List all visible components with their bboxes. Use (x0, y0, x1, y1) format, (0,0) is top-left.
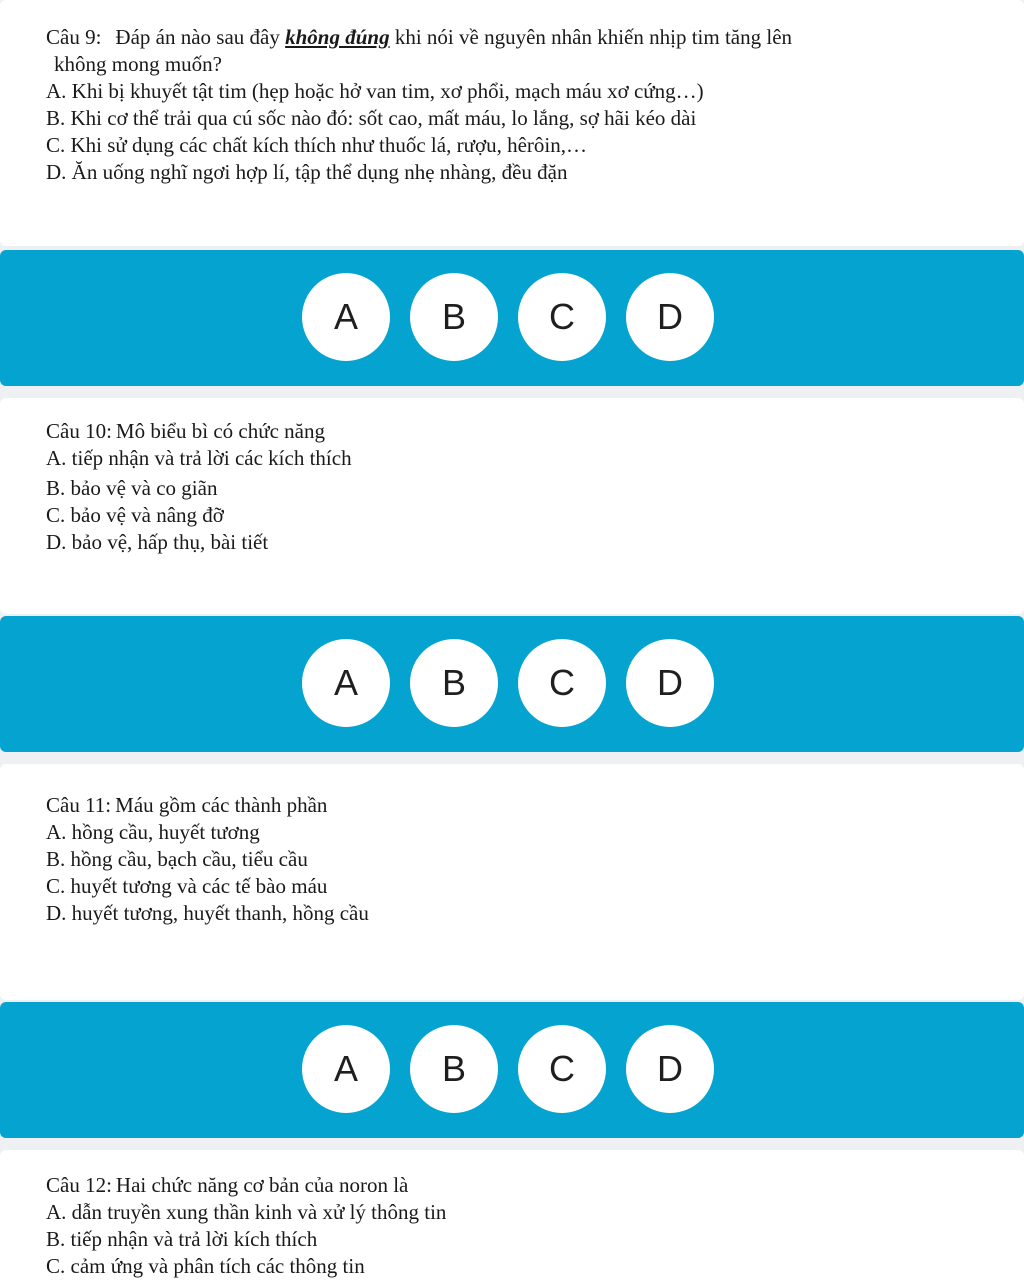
question-stem: Câu 12: Hai chức năng cơ bản của noron là (46, 1173, 409, 1197)
answer-choices (302, 639, 714, 727)
question-text-11 (46, 792, 984, 927)
question-stem: Câu 11: Máu gồm các thành phần (46, 793, 328, 817)
answer-button-d[interactable]: D (626, 1025, 714, 1113)
question-stem-continued: không mong muốn? (54, 52, 222, 76)
option-d-text: D. huyết tương, huyết thanh, hồng cầu (46, 901, 369, 925)
question-card-12 (0, 1150, 1024, 1280)
option-c-text: C. cảm ứng và phân tích các thông tin (46, 1254, 365, 1278)
answer-button-b[interactable]: B (410, 273, 498, 361)
question-stem: Câu 10: Mô biểu bì có chức năng (46, 419, 325, 443)
option-a-text: A. tiếp nhận và trả lời các kích thích (46, 446, 352, 470)
question-card-10 (0, 398, 1024, 614)
option-d-text: D. bảo vệ, hấp thụ, bài tiết (46, 530, 269, 554)
option-d-text: D. Ăn uống nghĩ ngơi hợp lí, tập thể dụng nhẹ nhàng, đều đặn (46, 160, 568, 184)
option-b-text: B. Khi cơ thể trải qua cú sốc nào đó: sốt cao, mất máu, lo lắng, sợ hãi kéo dài (46, 106, 697, 130)
answer-choices (302, 1025, 714, 1113)
answer-band-10 (0, 616, 1024, 752)
option-b-text: B. bảo vệ và co giãn (46, 476, 218, 500)
option-a-text: A. Khi bị khuyết tật tim (hẹp hoặc hở van tim, xơ phổi, mạch máu xơ cứng…) (46, 79, 704, 103)
answer-button-d[interactable]: D (626, 639, 714, 727)
option-a-text: A. dẫn truyền xung thần kinh và xử lý thông tin (46, 1200, 447, 1224)
answer-button-c[interactable]: C (518, 639, 606, 727)
option-b-text: B. tiếp nhận và trả lời kích thích (46, 1227, 318, 1251)
emphasis-text: không đúng (285, 25, 390, 49)
answer-button-a[interactable]: A (302, 639, 390, 727)
question-text-9 (46, 24, 984, 186)
question-card-11 (0, 764, 1024, 1000)
question-stem: Câu 9: Đáp án nào sau đây không đúng khi nói về nguyên nhân khiến nhịp tim tăng lên (46, 25, 793, 49)
question-card-9 (0, 0, 1024, 246)
answer-button-c[interactable]: C (518, 273, 606, 361)
answer-button-d[interactable]: D (626, 273, 714, 361)
option-a-text: A. hồng cầu, huyết tương (46, 820, 260, 844)
answer-button-a[interactable]: A (302, 273, 390, 361)
answer-band-9 (0, 250, 1024, 386)
answer-button-b[interactable]: B (410, 639, 498, 727)
answer-choices (302, 273, 714, 361)
option-b-text: B. hồng cầu, bạch cầu, tiểu cầu (46, 847, 308, 871)
question-text-12 (46, 1172, 984, 1280)
answer-button-b[interactable]: B (410, 1025, 498, 1113)
option-c-text: C. Khi sử dụng các chất kích thích như thuốc lá, rượu, hêrôin,… (46, 133, 587, 157)
option-c-text: C. huyết tương và các tế bào máu (46, 874, 328, 898)
question-text-10 (46, 418, 984, 556)
answer-button-c[interactable]: C (518, 1025, 606, 1113)
answer-button-a[interactable]: A (302, 1025, 390, 1113)
answer-band-11 (0, 1002, 1024, 1138)
option-c-text: C. bảo vệ và nâng đỡ (46, 503, 224, 527)
